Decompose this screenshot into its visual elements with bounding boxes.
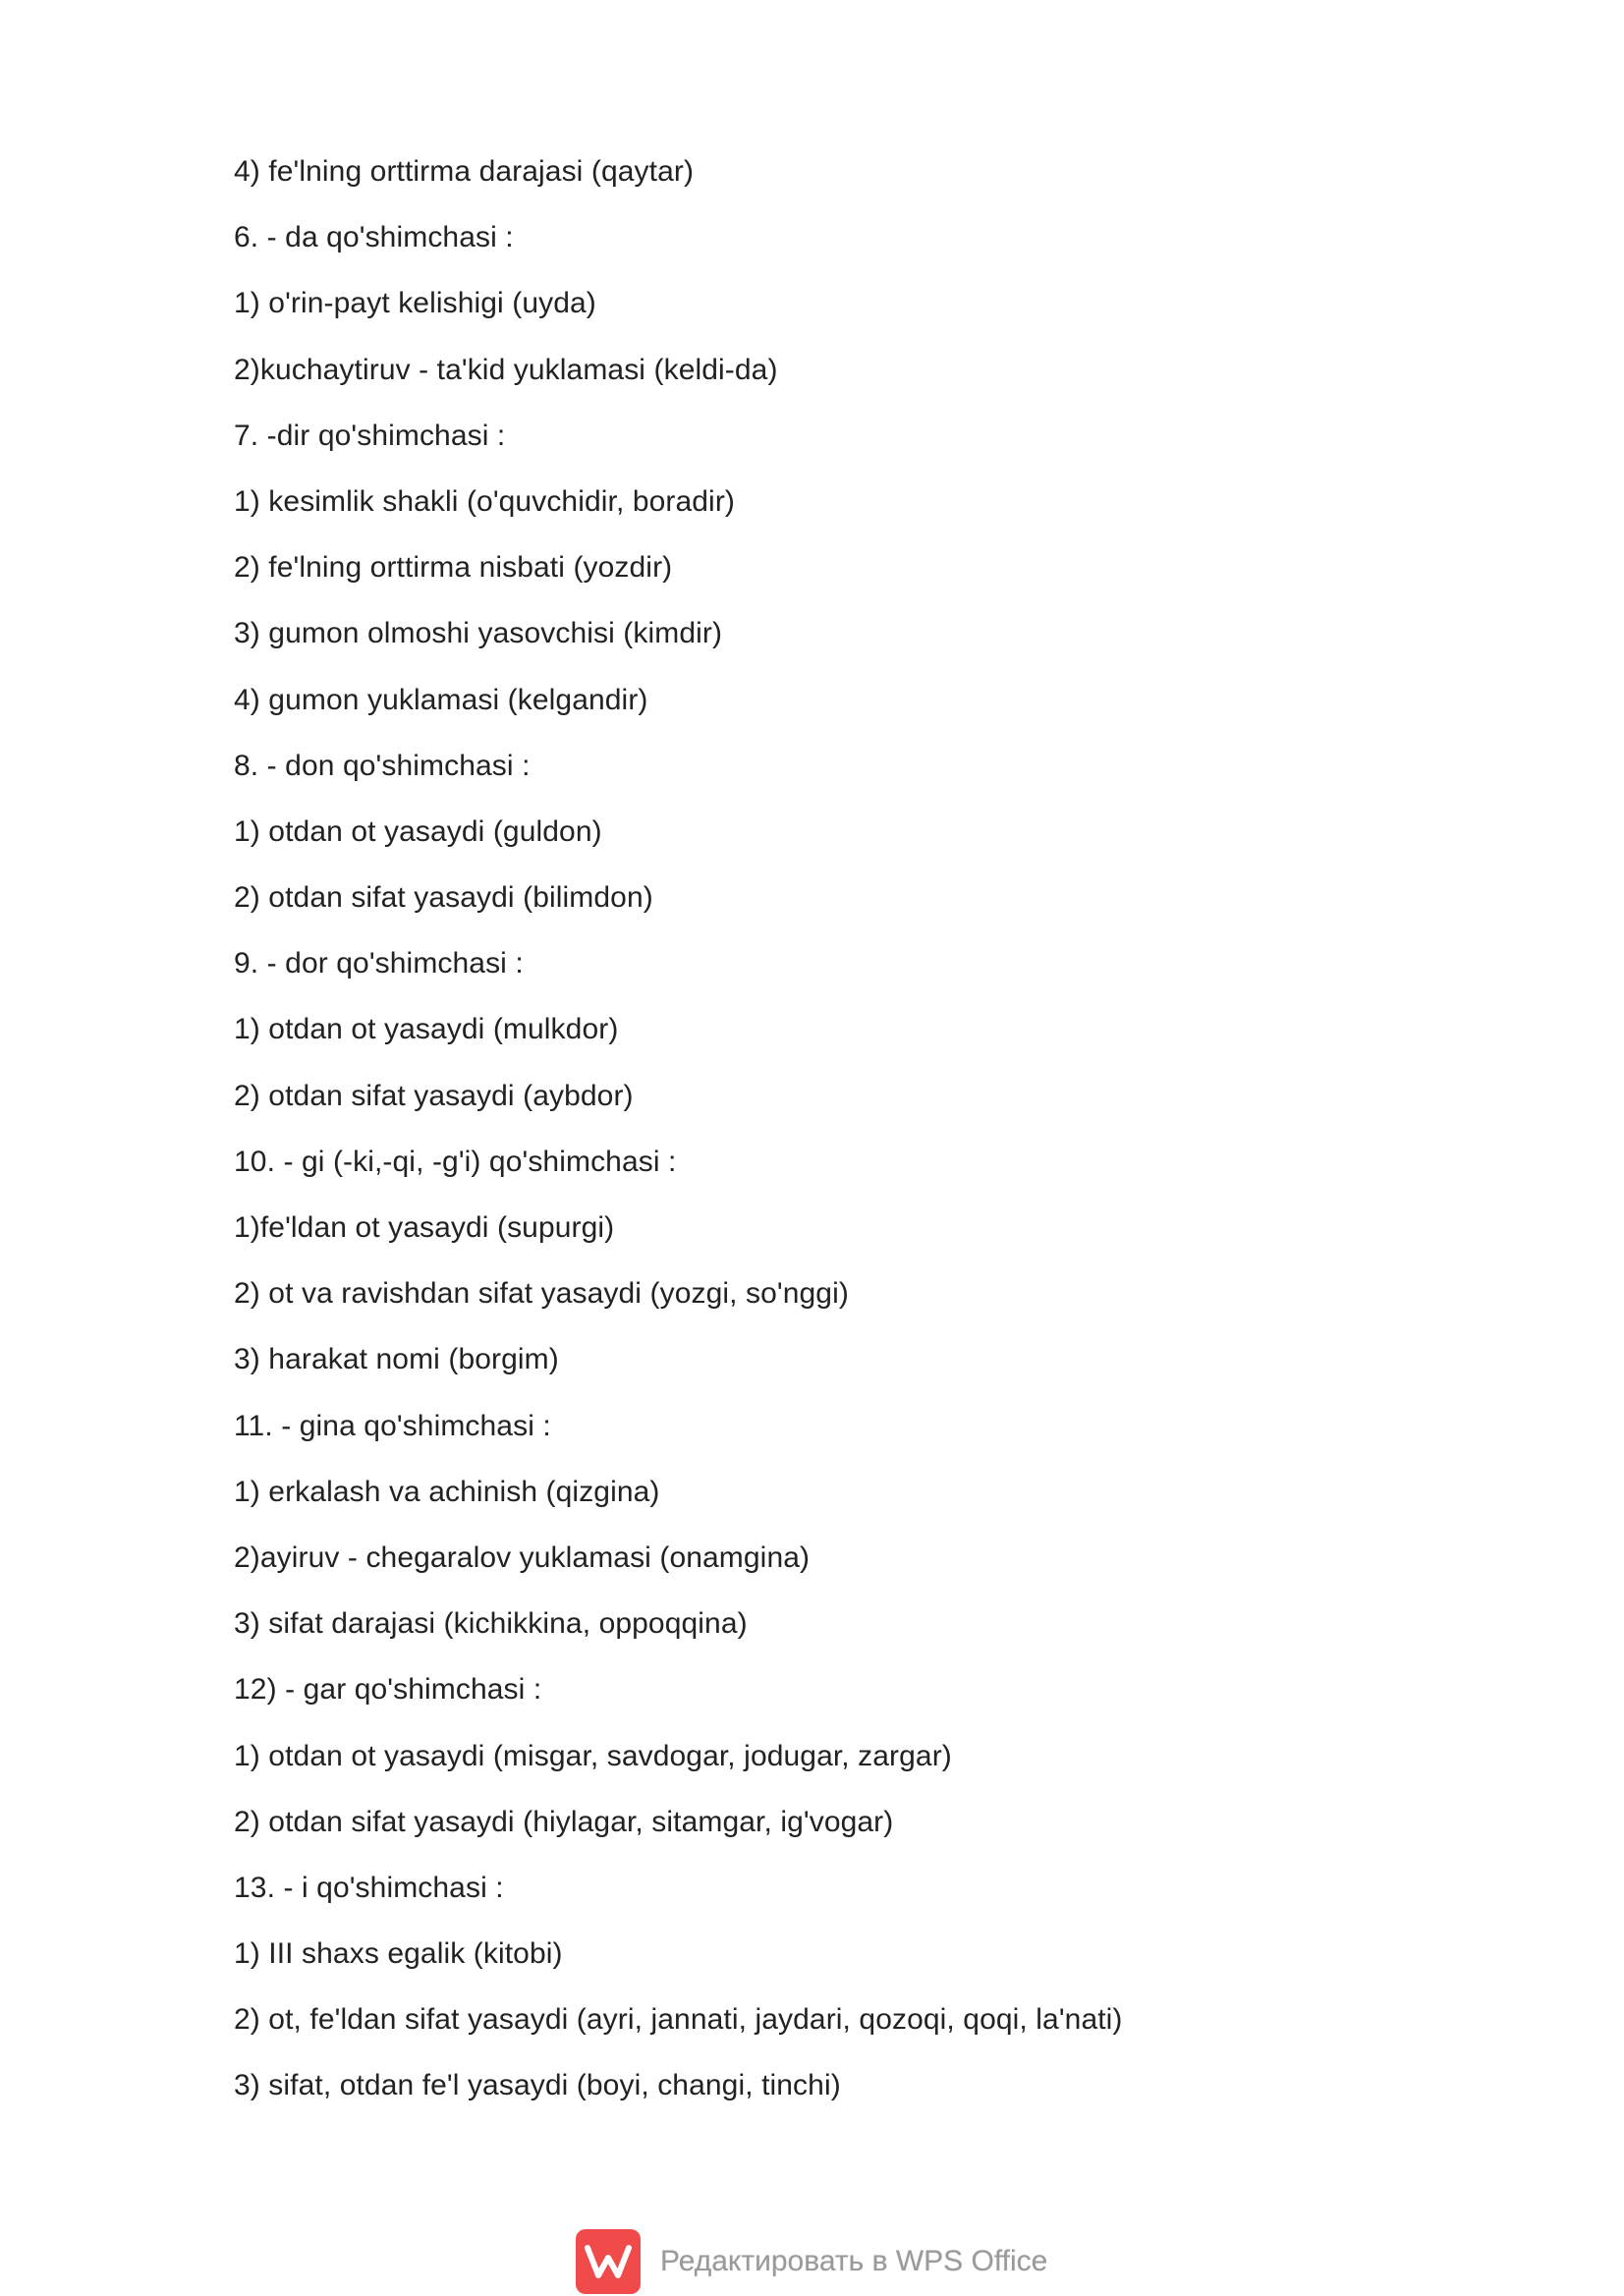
- text-line: 3) gumon olmoshi yasovchisi (kimdir): [234, 617, 723, 650]
- document-text-lines: [234, 147, 1123, 2128]
- text-line: 2) otdan sifat yasaydi (bilimdon): [234, 881, 653, 915]
- text-line: 1) otdan ot yasaydi (mulkdor): [234, 1013, 619, 1046]
- text-line: 6. - da qo'shimchasi :: [234, 221, 514, 254]
- text-line: 4) gumon yuklamasi (kelgandir): [234, 683, 648, 716]
- text-line: 8. - don qo'shimchasi :: [234, 749, 531, 782]
- wps-edit-banner[interactable]: [576, 2227, 1047, 2296]
- text-line: 1) otdan ot yasaydi (guldon): [234, 814, 602, 848]
- text-line: 11. - gina qo'shimchasi :: [234, 1409, 551, 1442]
- wps-office-logo-icon: [576, 2229, 641, 2294]
- text-line: 1) o'rin-payt kelishigi (uyda): [234, 287, 596, 320]
- text-line: 2) otdan sifat yasaydi (hiylagar, sitamgar, ig'vogar): [234, 1805, 894, 1838]
- text-line: 3) sifat darajasi (kichikkina, oppoqqina): [234, 1607, 748, 1641]
- text-line: 2)kuchaytiruv - ta'kid yuklamasi (keldi-da): [234, 353, 778, 386]
- text-line: 13. - i qo'shimchasi :: [234, 1871, 504, 1904]
- text-line: 10. - gi (-ki,-qi, -g'i) qo'shimchasi :: [234, 1145, 677, 1178]
- text-line: 1)fe'ldan ot yasaydi (supurgi): [234, 1211, 615, 1244]
- text-line: 4) fe'lning orttirma darajasi (qaytar): [234, 155, 695, 188]
- text-line: 1) erkalash va achinish (qizgina): [234, 1475, 660, 1508]
- text-line: 2) fe'lning orttirma nisbati (yozdir): [234, 551, 673, 585]
- text-line: 1) III shaxs egalik (kitobi): [234, 1937, 563, 1971]
- text-line: 2) ot va ravishdan sifat yasaydi (yozgi, so'nggi): [234, 1277, 849, 1311]
- text-line: 2) otdan sifat yasaydi (aybdor): [234, 1079, 634, 1112]
- text-line: 2)ayiruv - chegaralov yuklamasi (onamgina): [234, 1540, 811, 1574]
- text-line: 12) - gar qo'shimchasi :: [234, 1673, 542, 1707]
- text-line: 1) kesimlik shakli (o'quvchidir, boradir): [234, 484, 735, 518]
- text-line: 3) harakat nomi (borgim): [234, 1343, 559, 1376]
- wps-edit-link[interactable]: Редактировать в WPS Office: [660, 2245, 1048, 2277]
- text-line: 3) sifat, otdan fe'l yasaydi (boyi, changi, tinchi): [234, 2069, 841, 2102]
- text-line: 9. - dor qo'shimchasi :: [234, 947, 524, 980]
- text-line: 2) ot, fe'ldan sifat yasaydi (ayri, jannati, jaydari, qozoqi, qoqi, la'nati): [234, 2003, 1123, 2037]
- text-line: 7. -dir qo'shimchasi :: [234, 419, 506, 452]
- text-line: 1) otdan ot yasaydi (misgar, savdogar, jodugar, zargar): [234, 1739, 952, 1772]
